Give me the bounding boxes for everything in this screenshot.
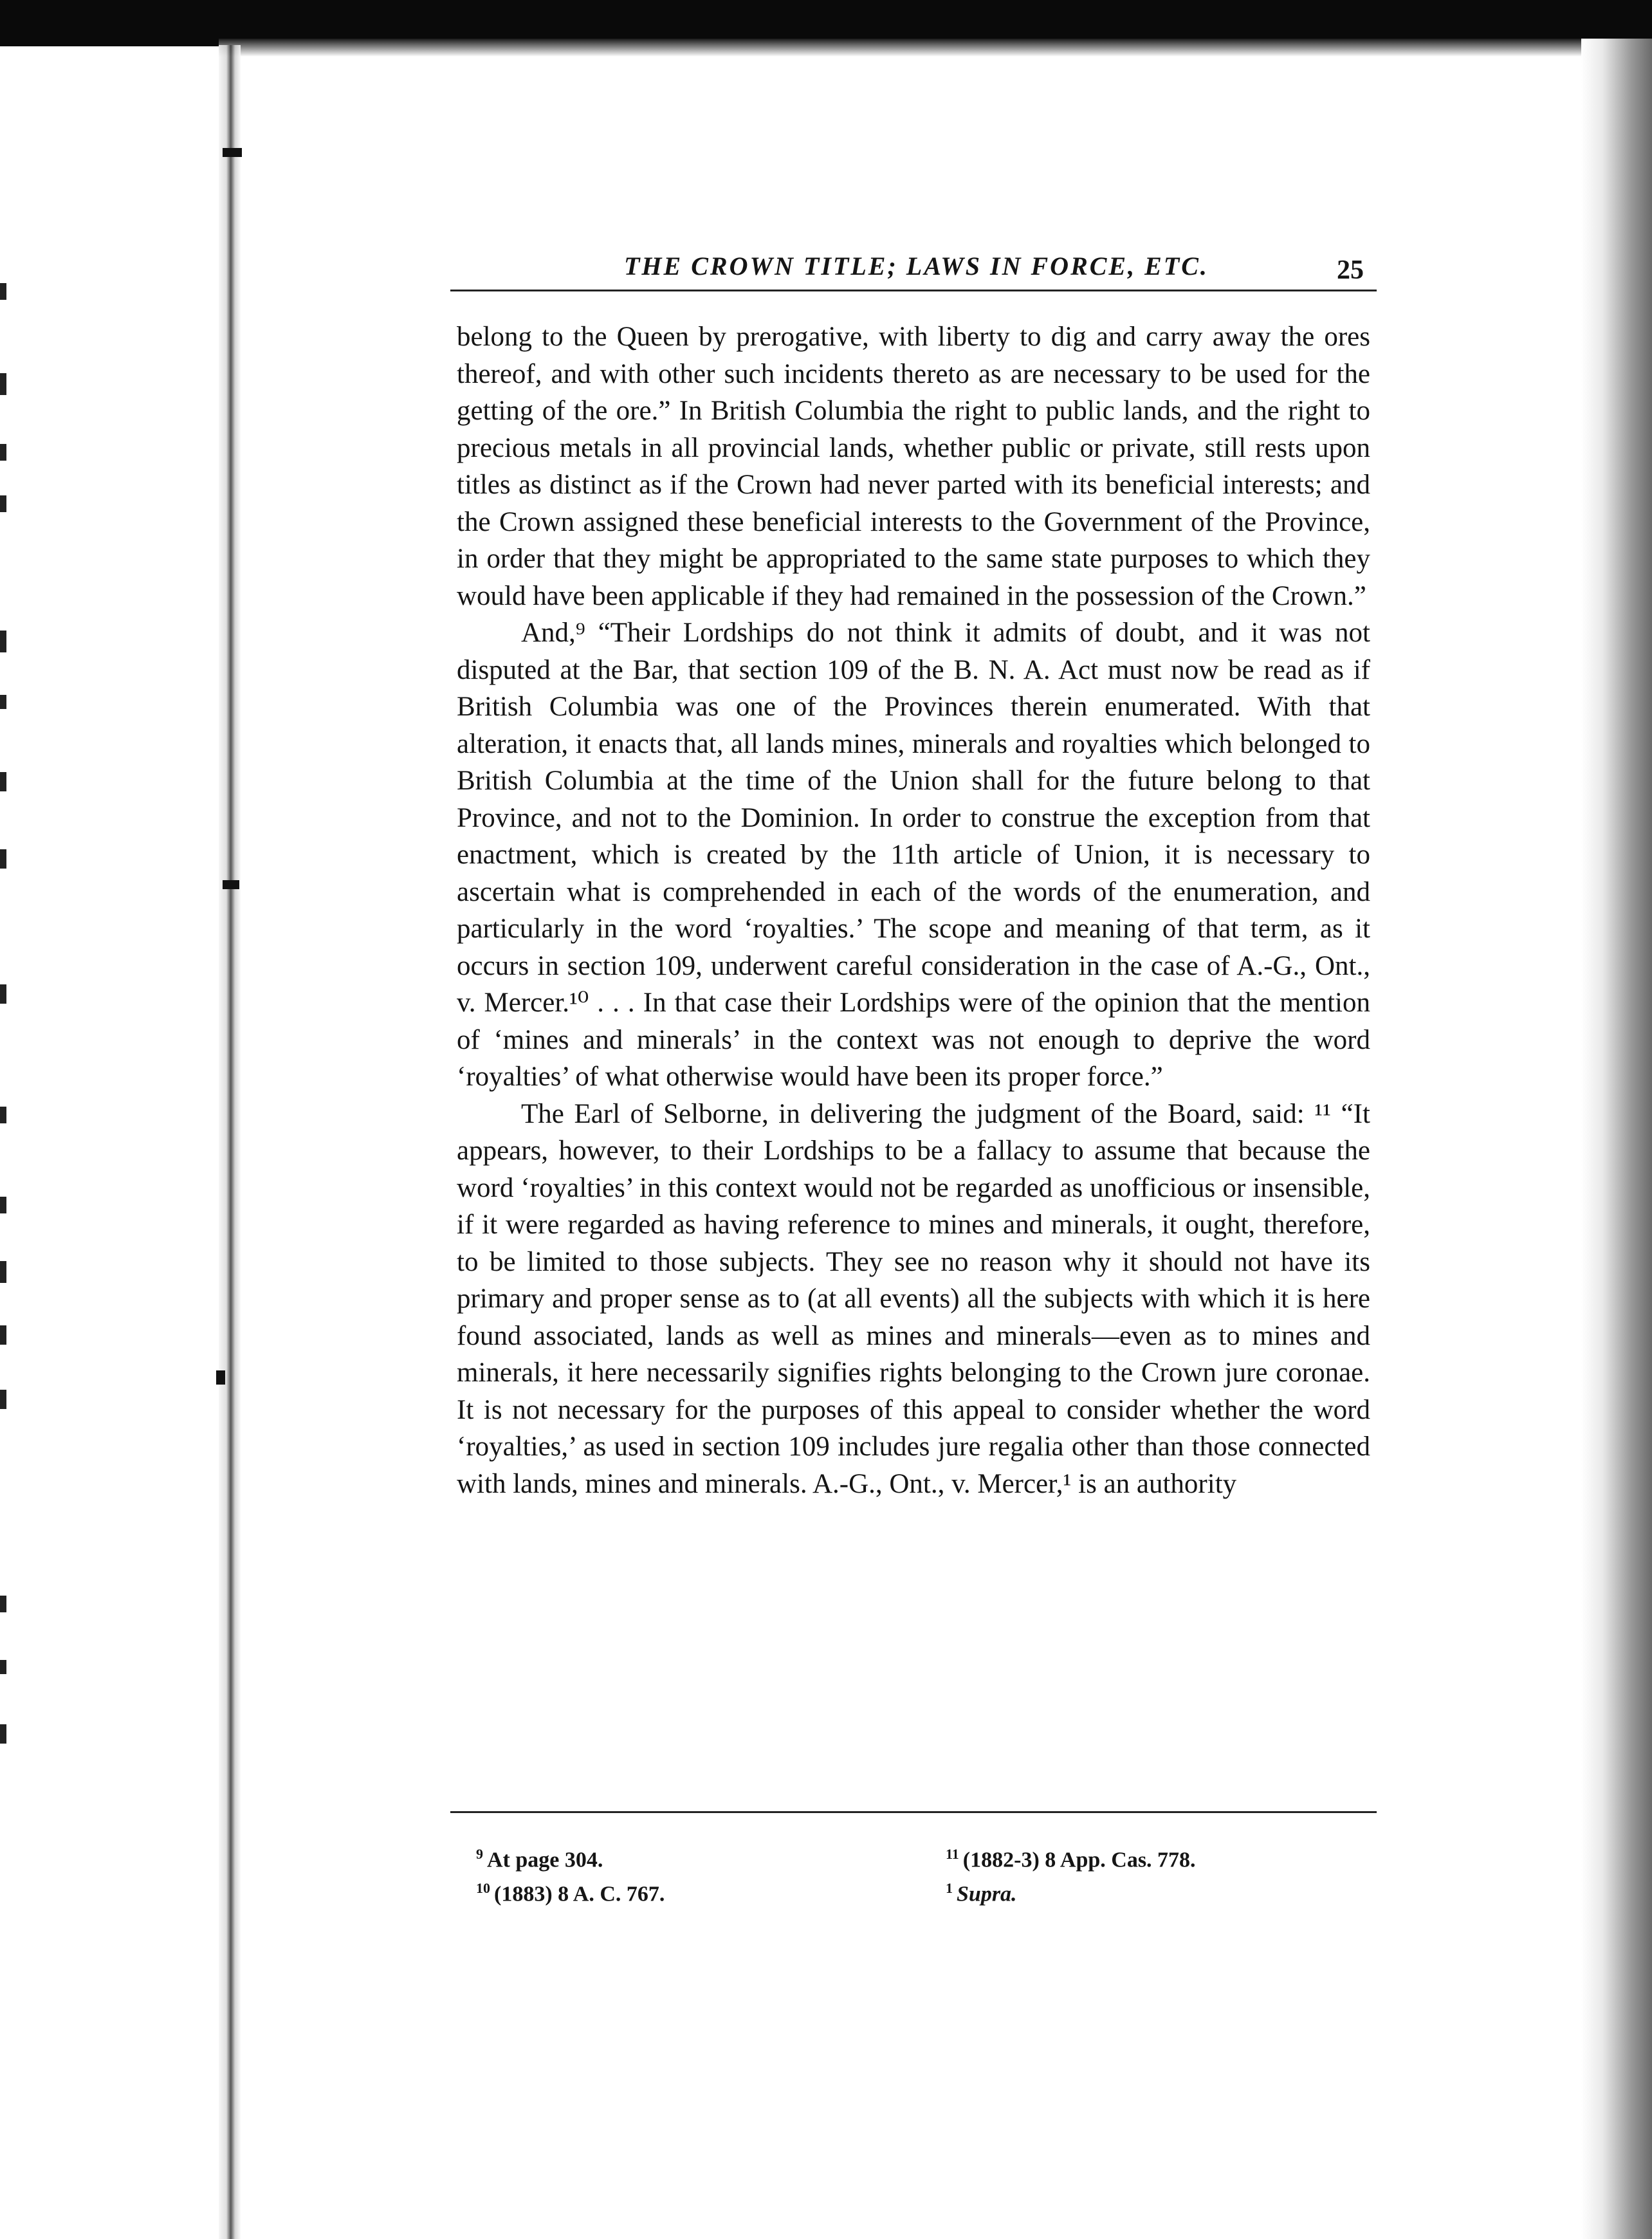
footnote-mark: 9 (476, 1846, 483, 1862)
footnote-text: (1883) 8 A. C. 767. (494, 1882, 665, 1906)
book-page (450, 232, 1377, 1906)
footnote-mark: 1 (946, 1880, 953, 1897)
paragraph: And,⁹ “Their Lordships do not think it admits of doubt, and it was not disputed at the Bar, that section 109 of the B. N. A. Act must now be read as if British Columbia was one of the Provinces therein enumerated. With that alteration, it enacts that, all lands mines, minerals and royalties which belonged to British Columbia at the time of the Union shall for the future belong to that Province, and not to the Dominion. In order to construe the exception from that enactment, which is created by the 11th article of Union, it is necessary to ascertain what is comprehended in each of the words of the enumeration, and particularly in the word ‘royalties.’ The scope and meaning of that term, as it occurs in section 109, underwent careful consideration in the case of A.-G., Ont., v. Mercer.¹⁰ . . . In that case their Lordships were of the opinion that the mention of ‘mines and minerals’ in the context was not enough to deprive the word ‘royalties’ of what otherwise would have been its proper force.” (457, 618, 1370, 1092)
facing-page-fragments (0, 193, 14, 1801)
scan-right-edge (1581, 39, 1652, 2239)
footnote (946, 1840, 1196, 1874)
header-rule (450, 290, 1377, 291)
gutter-mark (223, 148, 242, 157)
page-number: 25 (1337, 255, 1364, 285)
footnote-column-left (476, 1840, 665, 1909)
gutter-mark (216, 1370, 225, 1385)
running-head (450, 232, 1377, 290)
footnote (476, 1874, 665, 1908)
scan-top-shadow (219, 39, 1652, 57)
footnote-column-right (946, 1840, 1196, 1909)
gutter-mark (223, 880, 239, 889)
footnote (946, 1874, 1196, 1908)
footnote-mark: 10 (476, 1880, 490, 1897)
footnote-text: At page 304. (487, 1848, 603, 1872)
footnote-text: Supra. (957, 1882, 1017, 1906)
footnote (476, 1840, 665, 1874)
footnote-text: (1882-3) 8 App. Cas. 778. (962, 1848, 1196, 1872)
body-text (457, 318, 1370, 1502)
paragraph: belong to the Queen by prerogative, with liberty to dig and carry away the ores thereof, and with other such incidents thereto as are necessary to be used for the getting of the ore.” In British Columbia the right to public lands, and the right to precious metals in all provincial lands, whether public or private, still rests upon titles as distinct as if the Crown had never parted with its beneficial interests; and the Crown assigned these beneficial interests to the Government of the Province, in order that they might be appropriated to the same state purposes to which they would have been applicable if they had remained in the possession of the Crown.” (457, 322, 1370, 611)
footnote-rule (450, 1811, 1377, 1813)
book-gutter (219, 45, 241, 2239)
running-title: THE CROWN TITLE; LAWS IN FORCE, ETC. (624, 252, 1209, 281)
footnote-mark: 11 (946, 1846, 959, 1862)
paragraph: The Earl of Selborne, in delivering the judgment of the Board, said: ¹¹ “It appears, however, to their Lordships to be a fallacy to assume that because the word ‘royalties’ in this context would not be regarded as unofficious or insensible, if it were regarded as having reference to mines and minerals, it ought, therefore, to be limited to those subjects. They see no reason why it should not have its primary and proper sense as to (at all events) all the subjects with which it is here found associated, lands as well as mines and minerals—even as to mines and minerals, it here necessarily signifies rights belonging to the Crown jure coronae. It is not necessary for the purposes of this appeal to consider whether the word ‘royalties,’ as used in section 109 includes jure regalia other than those connected with lands, mines and minerals. A.-G., Ont., v. Mercer,¹ is an authority (457, 1098, 1370, 1499)
